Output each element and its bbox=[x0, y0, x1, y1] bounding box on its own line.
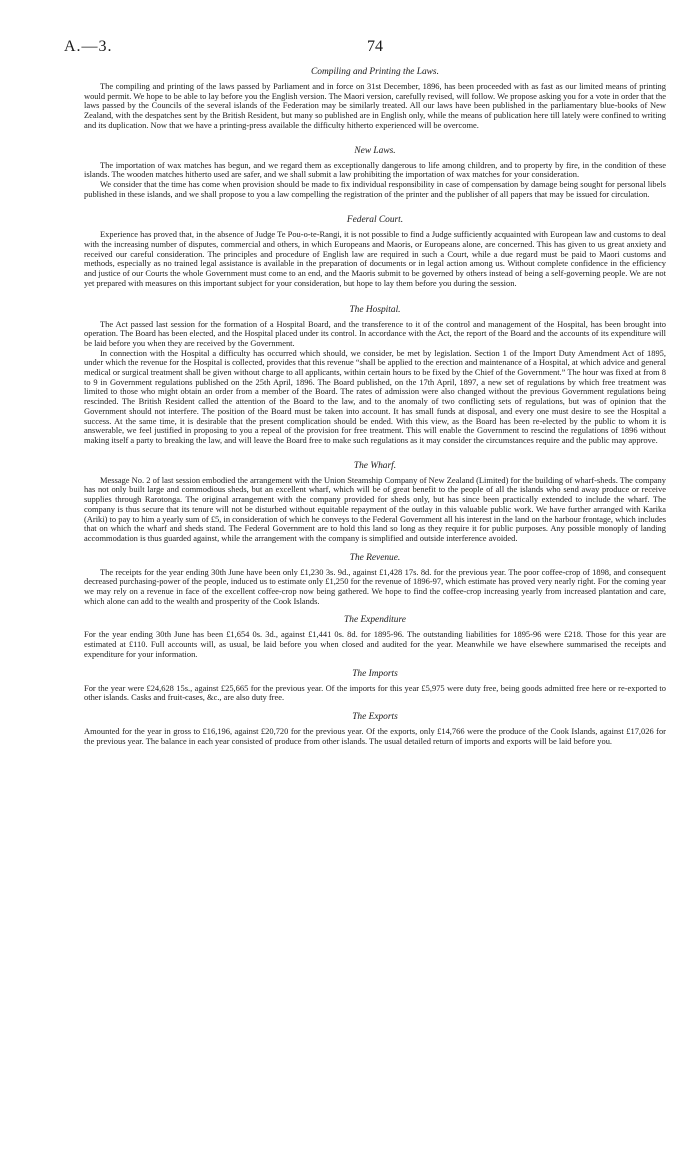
section-title: The Imports bbox=[352, 668, 398, 679]
paragraph: We consider that the time has come when provision should be made to fix individual responsibility in case of compensation by damage being sought for personal libels published in these islands, and we shall propose to you a law compelling the registration of the printer and the publisher of all papers that may be issued for circulation. bbox=[84, 178, 666, 199]
section-title: New Laws. bbox=[354, 145, 396, 156]
section-revenue bbox=[84, 552, 666, 607]
section-exports bbox=[84, 711, 666, 746]
section-compiling-laws bbox=[84, 66, 666, 131]
document-page bbox=[64, 38, 667, 746]
section-title: The Exports bbox=[352, 711, 398, 722]
section-title: The Wharf. bbox=[353, 460, 397, 471]
paragraph: The importation of wax matches has begun, and we regard them as exceptionally dangerous to life among children, and to property by fire, in the condition of these islands. The wooden matches hitherto used are safer, and we shall submit a law prohibiting the importation of wax matches for your consideration. bbox=[84, 159, 666, 180]
document-reference: A.—3. bbox=[64, 38, 113, 55]
section-title: The Revenue. bbox=[349, 552, 401, 563]
page-number: 74 bbox=[367, 38, 383, 55]
paragraph: Message No. 2 of last session embodied the arrangement with the Union Steamship Company of New Zealand (Limited) for the building of wharf-sheds. The company has not only built large and commodious sheds, but an excellent wharf, which will be of great benefit to the people of all the islands who send away produce or receive supplies through Rarotonga. The original arrangement with the company provided for sheds only, but has since been practically extended to include the wharf. The company is thus secure that its tenure will not be disturbed without equitable repayment of the outlay in this valuable public work. We have further arranged with Karika (Ariki) to pay to him a yearly sum of £5, in consideration of which he conveys to the Federal Government all his interest in the land on the harbour frontage, which includes that on which the wharf and sheds stand. The Federal Government are to hold this land so long as they require it for public purposes. Any possible monoply of landing accommodation is thus guarded against, while the arrangement with the company is simplified and outside interference avoided. bbox=[84, 474, 666, 543]
section-title: The Hospital. bbox=[349, 304, 401, 315]
paragraph: The compiling and printing of the laws passed by Parliament and in force on 31st December, 1896, has been proceeded with as fast as our limited means of printing would permit. We hope to be able to lay before you the English version. The Maori version, carefully revised, will follow. We propose asking you for a vote in order that the laws passed by the Councils of the several islands of the Federation may be similarly treated. All our laws have been published in the parliamentary blue-books of New Zealand, with the despatches sent by the British Resident, but many so published are in English only, while the means of publication here till lately were confined to writing and its duplication. Now that we have a printing-press available the difficulty hitherto experienced will be overcome. bbox=[84, 81, 667, 130]
section-title: Federal Court. bbox=[346, 215, 404, 226]
paragraph: In connection with the Hospital a difficulty has occurred which should, we consider, be met by legislation. Section 1 of the Import Duty Amendment Act of 1895, under which the revenue for the Hospital is collected, provides that this revenue “shall be applied to the erection and maintenance of a Hospital, at which advice and general medical or surgical treatment shall be given without charge to all applicants, within certain hours to be fixed by the Chief of the Government.” The hour was fixed at from 8 to 9 in Government regulations published on the 25th April, 1896. The Board published, on the 17th April, 1897, a new set of regulations by which free treatment was limited to those who might obtain an order from a member of the Board. The rates of admission were also changed without the previous Government regulations being rescinded. The British Resident called the attention of the Board to the law, and to the anomaly of two conflicting sets of regulations, but was of opinion that the Government should not interfere. The position of the Board must be taken into account. It has small funds at disposal, and every one must desire to see the Hospital a success. At the same time, it is desirable that the present complication should be ended. With this view, as the Board has been re-elected by the public to whom it is answerable, we feel justified in proposing to you a repeal of the provision for free treatment. This will enable the Government to rescind the regulations of 1896 without making itself a party to breaking the law, and will leave the Board free to make such regulations as it may consider the circumstances require and the public may approve. bbox=[84, 347, 666, 445]
section-hospital bbox=[84, 304, 666, 446]
section-wharf bbox=[84, 460, 666, 544]
section-imports bbox=[84, 668, 666, 703]
section-expenditure bbox=[84, 614, 666, 659]
paragraph: For the year ending 30th June has been £1,654 0s. 3d., against £1,441 0s. 8d. for 1895-96. The outstanding liabilities for 1895-96 were £218. Those for this year are estimated at £110. Full accounts will, as usual, be laid before you when closed and audited for the year. Meanwhile we have elsewhere summarised the receipts and expenditure for your information. bbox=[84, 629, 666, 659]
section-new-laws bbox=[84, 145, 666, 200]
page-header bbox=[64, 38, 666, 66]
section-federal-court bbox=[84, 214, 666, 288]
paragraph: Experience has proved that, in the absence of Judge Te Pou-o-te-Rangi, it is not possible to find a Judge sufficiently acquainted with European law and customs to deal with the increasing number of disputes, commercial and others, in which Europeans and Maoris, or Europeans alone, are concerned. This has given to us great anxiety and received our careful consideration. The principles and procedure of English law are required in such a Court, while a due regard must be paid to Maori customs and methods, especially as no trained legal assistance is available in the preparation of documents or in legal action among us. Without complete confidence in the efficiency and justice of our Courts the whole Government must come to an end, and the Maoris submit to be governed by others instead of being a self-governing people. We are not yet prepared with measures on this important subject for your consideration, but hope to lay them before you during the session. bbox=[84, 229, 666, 288]
paragraph: For the year were £24,628 15s., against £25,665 for the previous year. Of the imports for this year £5,975 were duty free, being goods admitted free here or re-exported to other islands. Casks and fruit-cases, &c., are also duty free. bbox=[84, 682, 666, 703]
paragraph: The receipts for the year ending 30th June have been only £1,230 3s. 9d., against £1,428 17s. 8d. for the previous year. The poor coffee-crop of 1898, and consequent decreased purchasing-power of the people, induced us to estimate only £1,250 for the revenue of 1896-97, which estimate has proved very nearly right. For the coming year we may rely on a revenue in face of the excellent coffee-crop now being gathered. We hope to find the coffee-crop increasing yearly from increased plantation and care, which alone can add to the wealth and prosperity of the Cook Islands. bbox=[84, 566, 666, 606]
section-title: Compiling and Printing the Laws. bbox=[311, 67, 439, 77]
paragraph: The Act passed last session for the formation of a Hospital Board, and the transference to it of the control and management of the Hospital, has been brought into operation. The Board has been elected, and the Hospital placed under its control. In accordance with the Act, the report of the Board and the accounts of its expenditure will be laid before you when they are received by the Government. bbox=[84, 318, 666, 348]
paragraph: Amounted for the year in gross to £16,196, against £20,720 for the previous year. Of the exports, only £14,766 were the produce of the Cook Islands, against £17,026 for the previous year. The balance in each year consisted of produce from other islands. The usual detailed return of imports and exports will be laid before you. bbox=[84, 725, 666, 746]
section-title: The Expenditure bbox=[344, 615, 406, 626]
